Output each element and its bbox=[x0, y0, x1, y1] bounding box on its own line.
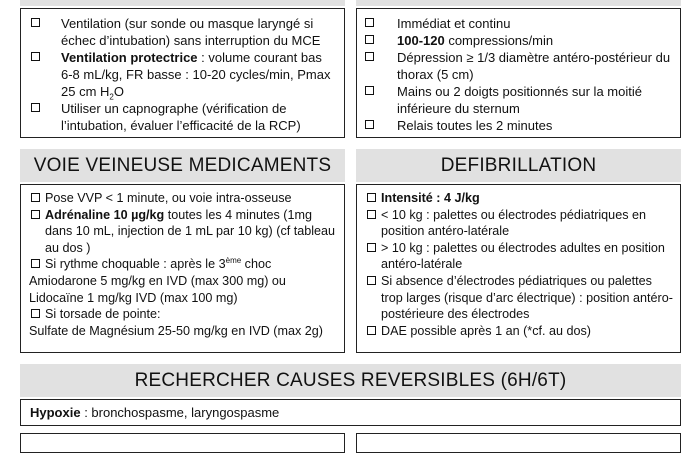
defibrillation-header bbox=[356, 149, 681, 182]
defibrillation-item: Intensité : 4 J/kg bbox=[365, 190, 676, 207]
checkbox[interactable] bbox=[365, 52, 374, 61]
checkbox[interactable] bbox=[367, 193, 376, 202]
checkbox[interactable] bbox=[365, 35, 374, 44]
ventilation-item: Utiliser un capnographe (vérification de l’intubation, évaluer l’efficacité de la RCP) bbox=[21, 100, 336, 134]
defibrillation-box bbox=[356, 184, 681, 353]
checkbox[interactable] bbox=[31, 210, 40, 219]
voie-veineuse-list bbox=[29, 190, 340, 339]
mce-header-partial bbox=[356, 0, 681, 6]
defibrillation-item: DAE possible après 1 an (*cf. au dos) bbox=[365, 323, 676, 340]
checkbox[interactable] bbox=[365, 18, 374, 27]
ventilation-item: Ventilation protectrice : volume courant bas 6-8 mL/kg, FR basse : 10-20 cycles/min, Pmax 25 cm $H_2O$ bbox=[21, 49, 336, 100]
causes-header bbox=[20, 364, 681, 397]
voie-veineuse-header bbox=[20, 149, 345, 182]
checkbox[interactable] bbox=[367, 326, 376, 335]
voie-veineuse-item: Si torsade de pointe: bbox=[29, 306, 340, 323]
checkbox[interactable] bbox=[31, 52, 40, 61]
checkbox[interactable] bbox=[367, 243, 376, 252]
mce-box bbox=[356, 8, 681, 138]
defibrillation-item: Si absence d’électrodes pédiatriques ou palettes trop larges (risque d’arc électrique) : position antéro-postérieure des électrodes bbox=[365, 273, 676, 323]
mce-list bbox=[357, 15, 672, 134]
voie-veineuse-line: Sulfate de Magnésium 25-50 mg/kg en IVD (max 2g) bbox=[29, 323, 323, 338]
checkbox[interactable] bbox=[31, 259, 40, 268]
checkbox[interactable] bbox=[31, 18, 40, 27]
ventilation-item: Ventilation (sur sonde ou masque laryngé si échec d’intubation) sans interruption du MCE bbox=[21, 15, 336, 49]
mce-item: Dépression ≥ 1/3 diamètre antéro-postérieur du thorax (5 cm) bbox=[357, 49, 672, 83]
hypoxie-label: Hypoxie bbox=[30, 405, 81, 420]
defibrillation-list bbox=[365, 190, 676, 339]
voie-veineuse-item: Pose VVP < 1 minute, ou voie intra-osseuse bbox=[29, 190, 340, 207]
defibrillation-item: < 10 kg : palettes ou électrodes pédiatriques en position antéro-latérale bbox=[365, 207, 676, 240]
checkbox[interactable] bbox=[31, 309, 40, 318]
mce-item: Mains ou 2 doigts positionnés sur la moitié inférieure du sternum bbox=[357, 83, 672, 117]
ventilation-header-partial bbox=[20, 0, 345, 6]
checkbox[interactable] bbox=[31, 103, 40, 112]
hypoxie-line bbox=[30, 405, 279, 421]
section-title: DEFIBRILLATION bbox=[440, 154, 597, 176]
mce-item: Immédiat et continu bbox=[357, 15, 672, 32]
mce-item: 100-120 compressions/min bbox=[357, 32, 672, 49]
section-title: RECHERCHER CAUSES REVERSIBLES (6H/6T) bbox=[134, 369, 567, 391]
voie-veineuse-box bbox=[20, 184, 345, 353]
voie-veineuse-item: Si rythme choquable : après le 3ème choc bbox=[29, 256, 340, 273]
bottom-left-box-partial bbox=[20, 433, 345, 453]
voie-veineuse-line: Amiodarone 5 mg/kg en IVD (max 300 mg) ou Lidocaïne 1 mg/kg IVD (max 100 mg) bbox=[29, 273, 286, 305]
bottom-right-box-partial bbox=[356, 433, 681, 453]
checkbox[interactable] bbox=[365, 86, 374, 95]
checkbox[interactable] bbox=[365, 120, 374, 129]
checkbox[interactable] bbox=[367, 276, 376, 285]
hypoxie-box bbox=[20, 399, 681, 426]
ventilation-box bbox=[20, 8, 345, 138]
checkbox[interactable] bbox=[367, 210, 376, 219]
hypoxie-text: : bronchospasme, laryngospasme bbox=[80, 405, 280, 420]
ventilation-list bbox=[21, 15, 336, 134]
defibrillation-item: > 10 kg : palettes ou électrodes adultes en position antéro-latérale bbox=[365, 240, 676, 273]
checkbox[interactable] bbox=[31, 193, 40, 202]
voie-veineuse-item: Adrénaline 10 µg/kg toutes les 4 minutes (1mg dans 10 mL, injection de 1 mL par 10 kg) (cf tableau au dos ) bbox=[29, 207, 340, 257]
section-title: VOIE VEINEUSE MEDICAMENTS bbox=[33, 154, 332, 176]
mce-item: Relais toutes les 2 minutes bbox=[357, 117, 672, 134]
